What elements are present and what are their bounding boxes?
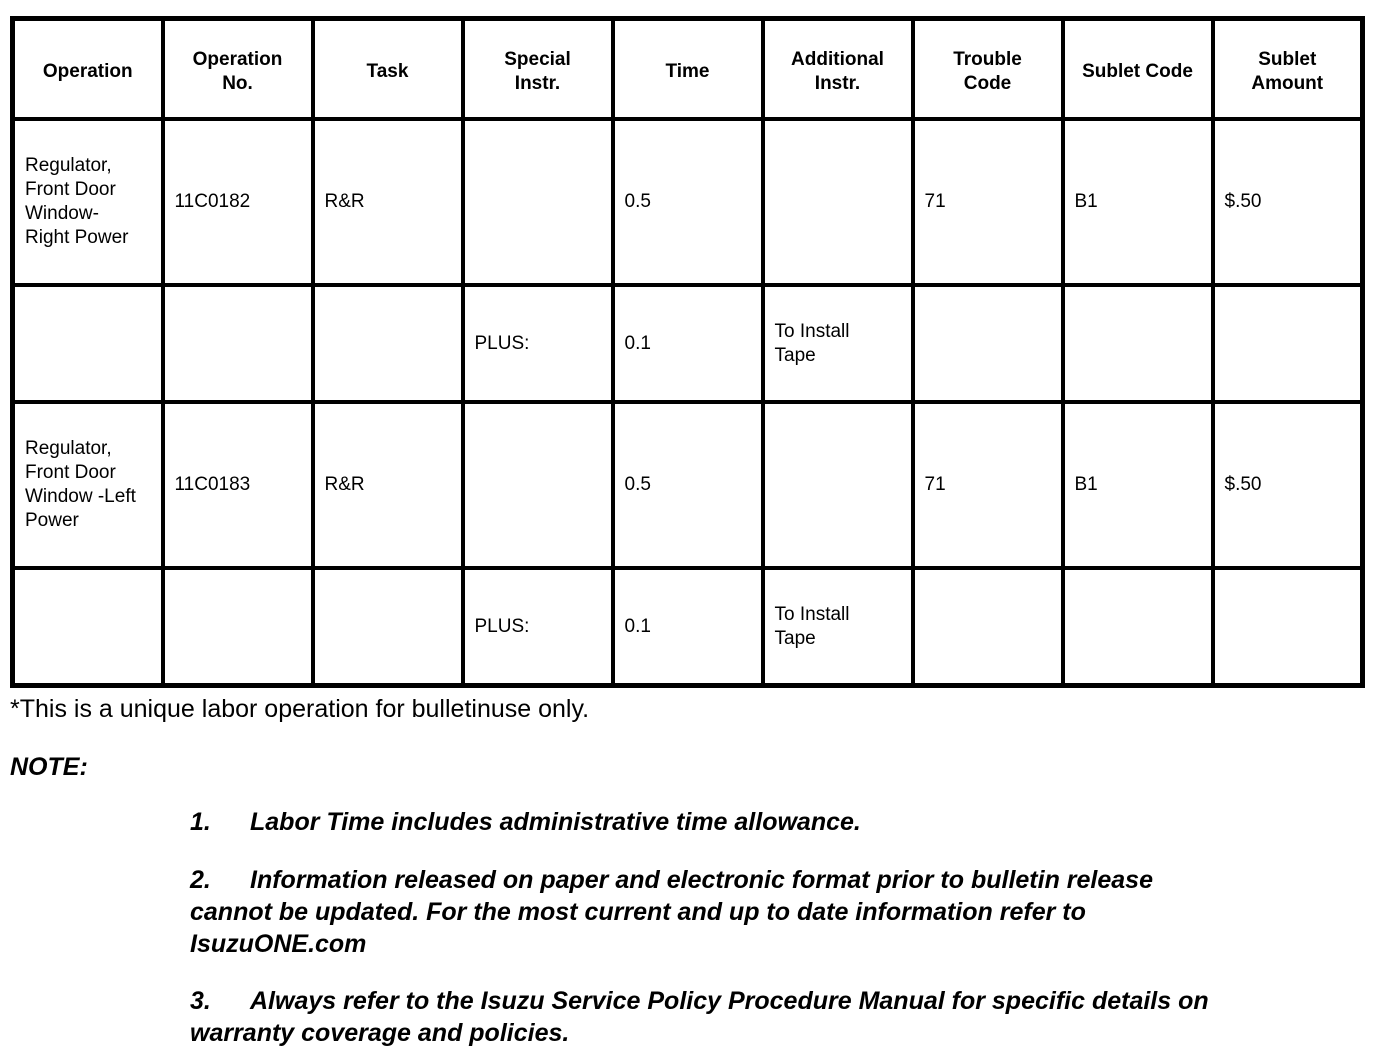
cell-operation-no: 11C0183 (163, 402, 313, 568)
header-trouble-code: Trouble Code (913, 19, 1063, 120)
cell-sublet-code: B1 (1063, 119, 1213, 285)
note-item-text: Information released on paper and electronic format prior to bulletin release cannot be updated. For the most current and up to date information refer to IsuzuONE.com (190, 866, 1153, 958)
table-row (13, 402, 1363, 568)
cell-operation-no: 11C0182 (163, 119, 313, 285)
labor-operations-table (10, 16, 1365, 688)
cell-special-instr: PLUS: (463, 285, 613, 402)
cell-trouble-code (913, 285, 1063, 402)
note-item-1 (190, 806, 1230, 838)
cell-task: R&R (313, 119, 463, 285)
cell-special-instr: PLUS: (463, 568, 613, 686)
header-time: Time (613, 19, 763, 120)
note-item-text: Labor Time includes administrative time allowance. (250, 808, 861, 836)
header-task: Task (313, 19, 463, 120)
cell-task: R&R (313, 402, 463, 568)
note-item-number: 1. (190, 808, 211, 836)
cell-operation (13, 568, 163, 686)
cell-operation-no (163, 568, 313, 686)
header-sublet-code: Sublet Code (1063, 19, 1213, 120)
table-header-row (13, 19, 1363, 120)
cell-additional-instr (763, 119, 913, 285)
cell-sublet-amount: $.50 (1213, 119, 1363, 285)
cell-trouble-code: 71 (913, 119, 1063, 285)
cell-additional-instr: To Install Tape (763, 285, 913, 402)
note-heading: NOTE: (10, 753, 88, 781)
header-operation: Operation (13, 19, 163, 120)
header-additional-instr: Additional Instr. (763, 19, 913, 120)
cell-additional-instr (763, 402, 913, 568)
cell-task (313, 285, 463, 402)
cell-sublet-amount (1213, 568, 1363, 686)
table-row (13, 119, 1363, 285)
cell-sublet-code (1063, 568, 1213, 686)
note-item-number: 3. (190, 987, 211, 1015)
cell-time: 0.5 (613, 119, 763, 285)
header-sublet-amount: Sublet Amount (1213, 19, 1363, 120)
cell-time: 0.1 (613, 285, 763, 402)
cell-trouble-code (913, 568, 1063, 686)
cell-operation (13, 285, 163, 402)
note-item-number: 2. (190, 866, 211, 894)
note-item-3 (190, 985, 1230, 1049)
cell-time: 0.5 (613, 402, 763, 568)
note-item-2 (190, 864, 1230, 960)
table-row (13, 285, 1363, 402)
cell-sublet-code: B1 (1063, 402, 1213, 568)
cell-sublet-code (1063, 285, 1213, 402)
cell-task (313, 568, 463, 686)
cell-operation-no (163, 285, 313, 402)
bulletin-footnote: *This is a unique labor operation for bulletinuse only. (10, 695, 590, 723)
header-operation-no: Operation No. (163, 19, 313, 120)
note-item-text: Always refer to the Isuzu Service Policy Procedure Manual for specific details on warranty coverage and policies. (190, 987, 1209, 1047)
cell-special-instr (463, 119, 613, 285)
cell-trouble-code: 71 (913, 402, 1063, 568)
cell-operation: Regulator, Front Door Window -Left Power (13, 402, 163, 568)
cell-special-instr (463, 402, 613, 568)
cell-operation: Regulator, Front Door Window- Right Power (13, 119, 163, 285)
header-special-instr: Special Instr. (463, 19, 613, 120)
table-row (13, 568, 1363, 686)
cell-sublet-amount (1213, 285, 1363, 402)
cell-time: 0.1 (613, 568, 763, 686)
cell-additional-instr: To Install Tape (763, 568, 913, 686)
cell-sublet-amount: $.50 (1213, 402, 1363, 568)
